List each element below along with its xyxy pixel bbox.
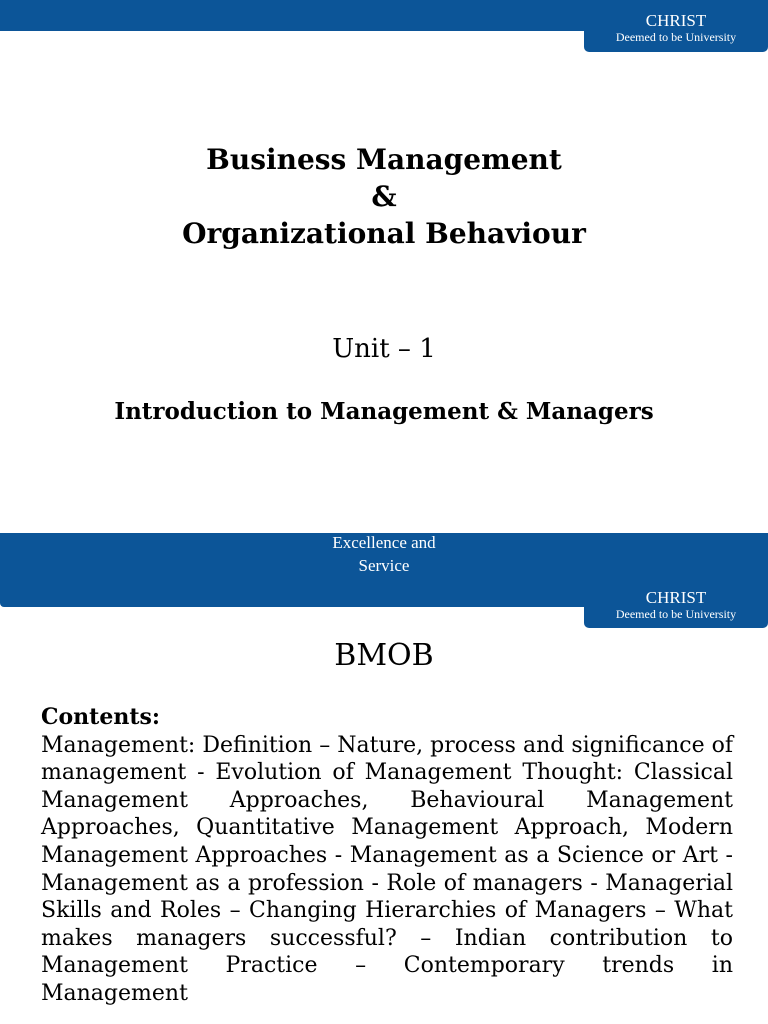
motto-line-1: Excellence and [332,533,436,552]
brand-subtitle-2: Deemed to be University [615,607,737,621]
title-line-3: Organizational Behaviour [182,217,586,250]
unit-subtitle: Introduction to Management & Managers [114,398,654,425]
slide2-title: BMOB [334,638,434,673]
slide-title [0,141,768,252]
brand-tag [584,0,768,52]
title-line-2: & [371,180,397,213]
unit-label: Unit – 1 [332,334,436,364]
contents-heading: Contents: [41,704,161,730]
title-line-1: Business Management [206,143,562,176]
motto-line-2: Service [358,556,410,575]
brand-name-2: CHRIST [645,588,707,607]
brand-subtitle: Deemed to be University [615,30,737,44]
brand-name: CHRIST [645,11,707,30]
contents-block [41,704,733,1008]
contents-body: Management: Definition – Nature, process and significance of management - Evolution of Management Thought: Classical Management Approaches, Behavioural Management Approaches, Quantitative Management Approach, Modern Management Approaches - Management as a Science or Art - Management as a profession - Role of managers - Managerial Skills and Roles – Changing Hierarchies of Managers – What makes managers successful? – Indian contribution to Management Practice – Contemporary trends in Management [41,732,733,1006]
brand-tag-2 [584,580,768,628]
motto [0,531,768,577]
